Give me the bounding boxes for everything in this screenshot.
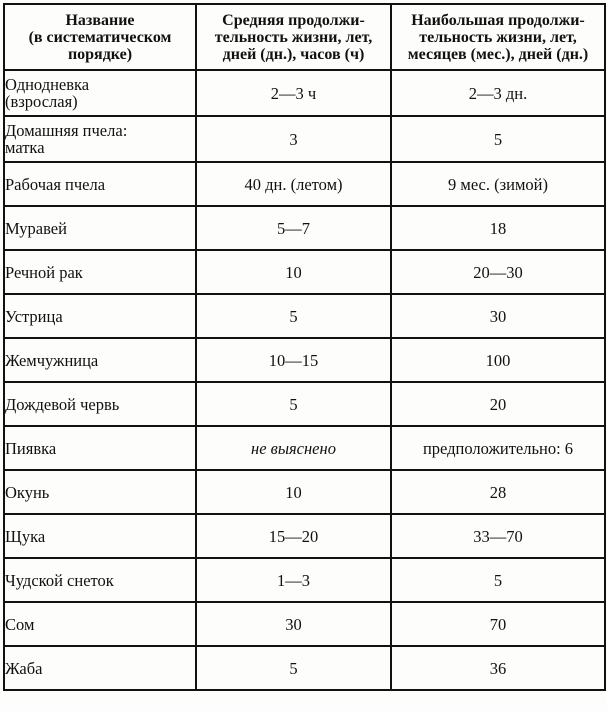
cell-average: 2—3 ч bbox=[196, 70, 391, 116]
lifespan-table bbox=[3, 3, 606, 691]
cell-max: 30 bbox=[391, 294, 605, 338]
cell-name: Муравей bbox=[4, 206, 196, 250]
cell-name: Щука bbox=[4, 514, 196, 558]
table-row bbox=[4, 558, 605, 602]
cell-average: 5 bbox=[196, 382, 391, 426]
cell-name-line-2: (взрослая) bbox=[5, 92, 78, 111]
cell-max: 18 bbox=[391, 206, 605, 250]
header-max-line-1: Наибольшая продолжи- bbox=[411, 11, 585, 29]
cell-average: 40 дн. (летом) bbox=[196, 162, 391, 206]
cell-name: Окунь bbox=[4, 470, 196, 514]
cell-max: 70 bbox=[391, 602, 605, 646]
table-row bbox=[4, 602, 605, 646]
cell-average: 30 bbox=[196, 602, 391, 646]
table-body bbox=[4, 70, 605, 690]
table-row bbox=[4, 382, 605, 426]
cell-average: 10—15 bbox=[196, 338, 391, 382]
header-name-line-3: порядке) bbox=[67, 45, 133, 63]
cell-name: Речной рак bbox=[4, 250, 196, 294]
table-row bbox=[4, 514, 605, 558]
cell-name: Пиявка bbox=[4, 426, 196, 470]
header-average-lifespan bbox=[196, 4, 391, 70]
cell-max: предположительно: 6 bbox=[391, 426, 605, 470]
cell-average: не выяснено bbox=[196, 426, 391, 470]
table-row bbox=[4, 294, 605, 338]
header-max-lifespan bbox=[391, 4, 605, 70]
cell-max: 20 bbox=[391, 382, 605, 426]
cell-name: Рабочая пчела bbox=[4, 162, 196, 206]
table-row bbox=[4, 470, 605, 514]
table-row bbox=[4, 250, 605, 294]
cell-average: 10 bbox=[196, 250, 391, 294]
table-row bbox=[4, 116, 605, 162]
cell-name: Чудской снеток bbox=[4, 558, 196, 602]
header-row bbox=[4, 4, 605, 70]
header-max-line-3: месяцев (мес.), дней (дн.) bbox=[407, 45, 589, 63]
cell-average: 5 bbox=[196, 294, 391, 338]
cell-name-line-2: матка bbox=[5, 138, 45, 157]
cell-max: 5 bbox=[391, 116, 605, 162]
header-name-line-1: Название bbox=[65, 11, 135, 29]
table-row bbox=[4, 70, 605, 116]
cell-name: Жемчужница bbox=[4, 338, 196, 382]
cell-average: 5—7 bbox=[196, 206, 391, 250]
header-name-line-2: (в систематическом bbox=[28, 28, 172, 46]
cell-average: 10 bbox=[196, 470, 391, 514]
cell-name: Дождевой червь bbox=[4, 382, 196, 426]
cell-max: 2—3 дн. bbox=[391, 70, 605, 116]
cell-max: 9 мес. (зимой) bbox=[391, 162, 605, 206]
cell-name bbox=[4, 70, 196, 116]
header-max-line-2: тельность жизни, лет, bbox=[419, 28, 577, 46]
table-row bbox=[4, 162, 605, 206]
header-average-line-3: дней (дн.), часов (ч) bbox=[222, 45, 365, 63]
cell-name-line-1: Домашняя пчела: bbox=[5, 121, 128, 140]
table-header bbox=[4, 4, 605, 70]
cell-name: Устрица bbox=[4, 294, 196, 338]
cell-average: 15—20 bbox=[196, 514, 391, 558]
cell-max: 33—70 bbox=[391, 514, 605, 558]
table-row bbox=[4, 206, 605, 250]
cell-average: 5 bbox=[196, 646, 391, 690]
cell-max: 100 bbox=[391, 338, 605, 382]
header-name bbox=[4, 4, 196, 70]
cell-name: Сом bbox=[4, 602, 196, 646]
cell-name bbox=[4, 116, 196, 162]
table-row bbox=[4, 646, 605, 690]
cell-max: 36 bbox=[391, 646, 605, 690]
cell-name-line-1: Однодневка bbox=[5, 75, 90, 94]
cell-max: 5 bbox=[391, 558, 605, 602]
table-row bbox=[4, 426, 605, 470]
cell-average: 3 bbox=[196, 116, 391, 162]
cell-name: Жаба bbox=[4, 646, 196, 690]
cell-average: 1—3 bbox=[196, 558, 391, 602]
cell-max: 28 bbox=[391, 470, 605, 514]
header-average-line-1: Средняя продолжи- bbox=[222, 11, 365, 29]
cell-max: 20—30 bbox=[391, 250, 605, 294]
table-row bbox=[4, 338, 605, 382]
header-average-line-2: тельность жизни, лет, bbox=[214, 28, 373, 46]
